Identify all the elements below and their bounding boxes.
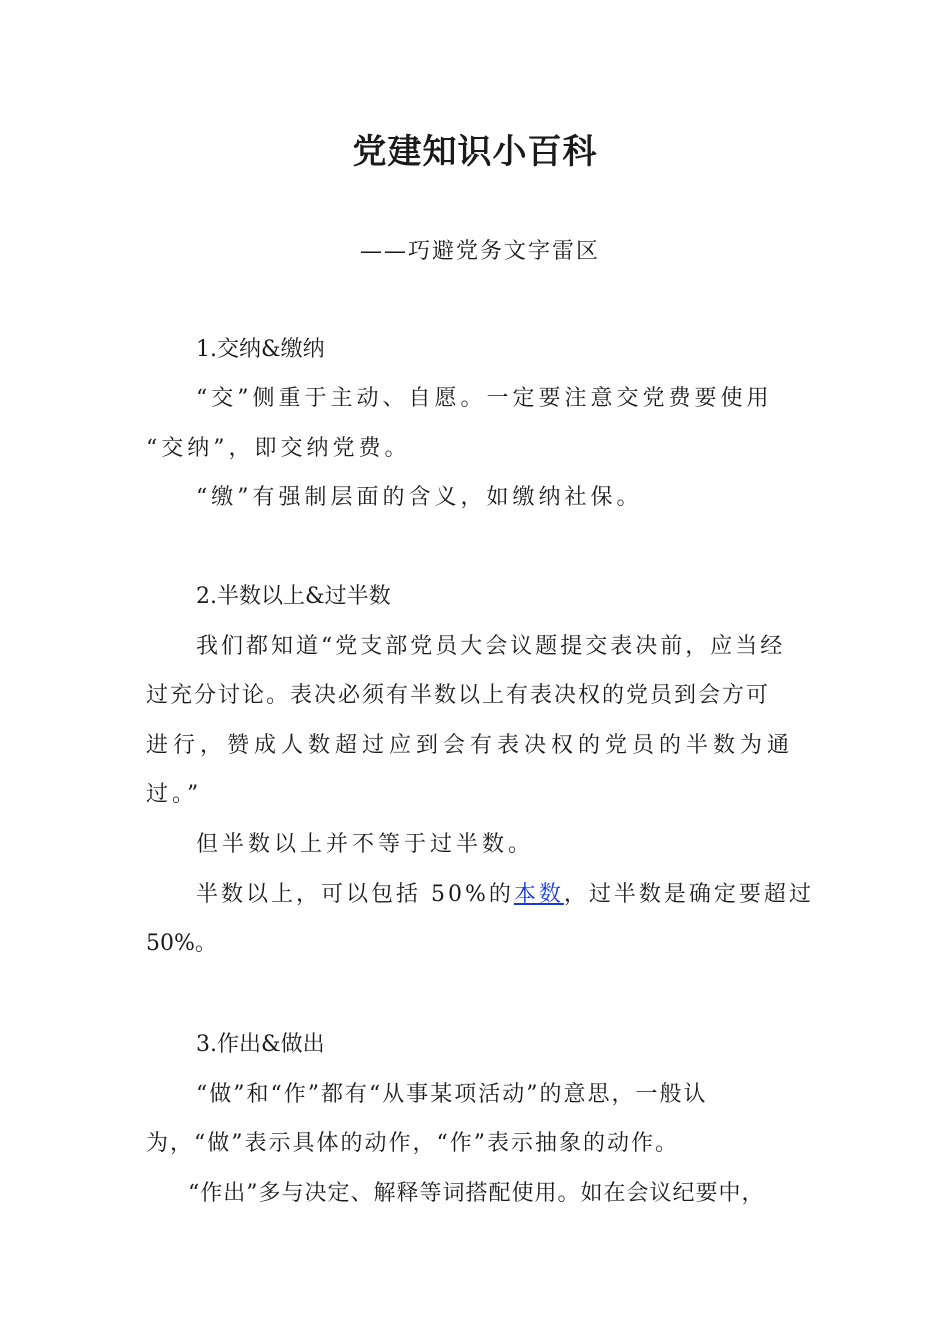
section2-paragraph3-text-before: 半数以上，可以包括 50%的 [196, 882, 514, 907]
section2-heading: 2.半数以上&过半数 [196, 584, 391, 609]
section2-paragraph2: 但半数以上并不等于过半数。 [196, 832, 535, 857]
section1-paragraph1-line2: “交纳”，即交纳党费。 [146, 436, 411, 461]
section2-paragraph1-line3: 进行，赞成人数超过应到会有表决权的党员的半数为通 [146, 733, 795, 758]
section2-paragraph1-line2: 过充分讨论。表决必须有半数以上有表决权的党员到会方可 [146, 683, 771, 708]
section3-paragraph1-line2: 为，“做”表示具体的动作，“作”表示抽象的动作。 [146, 1131, 679, 1156]
section2-paragraph3-line2: 50%。 [146, 931, 217, 956]
page-subtitle: ——巧避党务文字雷区 [359, 239, 600, 264]
section3-paragraph2-line1: “作出”多与决定、解释等词搭配使用。如在会议纪要中， [188, 1181, 765, 1206]
section3-heading: 3.作出&做出 [196, 1032, 325, 1057]
section3-paragraph1-line1: “做”和“作”都有“从事某项活动”的意思，一般认 [196, 1082, 708, 1107]
section2-paragraph1-line1: 我们都知道“党支部党员大会议题提交表决前，应当经 [196, 634, 786, 659]
section1-paragraph2: “缴”有强制层面的含义，如缴纳社保。 [196, 485, 643, 510]
section2-paragraph3-text-after: ，过半数是确定要超过 [563, 882, 814, 907]
section1-paragraph1-line1: “交”侧重于主动、自愿。一定要注意交党费要使用 [196, 386, 773, 411]
section2-paragraph3-line1 [196, 880, 814, 910]
page-title: 党建知识小百科 [352, 132, 598, 172]
section1-heading: 1.交纳&缴纳 [196, 337, 325, 362]
benshu-link[interactable]: 本数 [513, 882, 564, 907]
section2-paragraph1-line4: 过。” [146, 782, 203, 807]
